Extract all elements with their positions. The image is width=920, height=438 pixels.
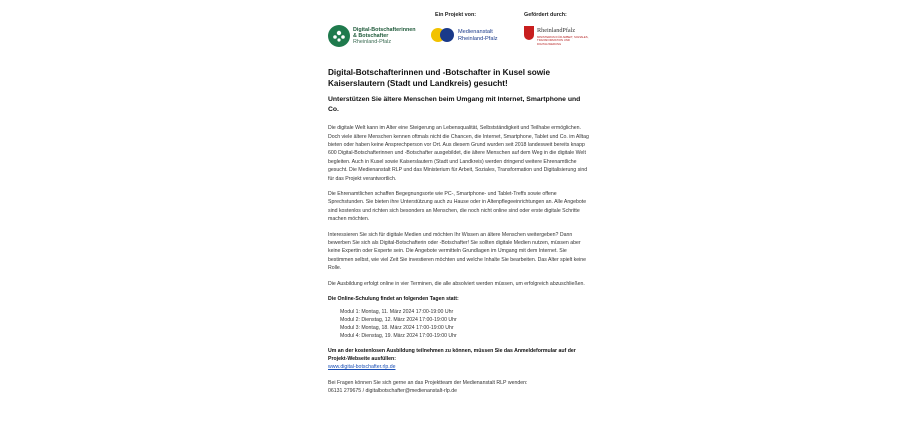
paragraph-offers: Die Ehrenamtlichen schaffen Begegnungsorte wie PC-, Smartphone- und Tablet-Treffs sowie offene Sprechstunden. Sie bieten ihre Unterstützung auch zu Hause oder in Altenpflegeeinrichtungen an. Alle Angebote sind kostenlos und richten sich besonders an Menschen, die noch nicht online sind oder erste digitale Schritte machen möchten. bbox=[328, 191, 587, 223]
paragraph-intro: Die digitale Welt kann im Alter eine Steigerung an Lebensqualität, Selbstständigkeit und Teilhabe ermöglichen. Doch viele ältere Menschen kennen oftmals nicht die Chancen, die Internet, Smartphone, Tablet und Co. im Alltag bieten oder haben keine Ansprechperson vor Ort. Aus diesem Grund wurden seit 2018 landesweit bereits knapp 600 Digital-Botschafterinnen und -Botschafter ausgebildet, die ältere Menschen auf dem Weg in die digitale Welt begleiten. Auch in Kusel sowie Kaiserslautern (Stadt und Landkreis) werden dringend weitere Ehrenamtliche gesucht. Die Medienanstalt RLP und das Ministerium für Arbeit, Soziales, Transformation und Digitalisierung sind für das Projekt verantwortlich. bbox=[328, 125, 589, 182]
funded-label: Gefördert durch: bbox=[524, 12, 567, 18]
digital-botschafter-emblem-icon bbox=[328, 25, 350, 47]
digital-botschafter-logo bbox=[328, 25, 428, 49]
rlp-wordmark: RheinlandPfalz bbox=[537, 27, 576, 34]
dbs-logo-line1: Digital-Botschafterinnen bbox=[353, 27, 416, 33]
schedule-heading: Die Online-Schulung findet an folgenden Tagen statt: bbox=[328, 296, 459, 303]
ma-logo-line2: Rheinland-Pfalz bbox=[458, 35, 498, 42]
rlp-crest-icon bbox=[524, 26, 534, 40]
article-subtitle: Unterstützen Sie ältere Menschen beim Umgang mit Internet, Smartphone und Co. bbox=[328, 96, 581, 113]
module-item: Modul 1: Montag, 11. März 2024 17:00-19:00 Uhr bbox=[340, 308, 454, 315]
project-label: Ein Projekt von: bbox=[435, 12, 477, 18]
registration-text: Um an der kostenlosen Ausbildung teilnehmen zu können, müssen Sie das Anmeldeformular auf der Projekt-Webseite ausfüllen: bbox=[328, 347, 576, 362]
dbs-logo-line3: Rheinland-Pfalz bbox=[353, 39, 392, 45]
medienanstalt-wordmark bbox=[458, 29, 498, 42]
project-website-link[interactable]: www.digital-botschafter.rlp.de bbox=[328, 364, 396, 371]
rlp-ministry-text: MINISTERIUM FÜR ARBEIT, SOZIALES, TRANSFORMATION UND DIGITALISIERUNG bbox=[537, 35, 589, 46]
module-item: Modul 3: Montag, 18. März 2024 17:00-19:00 Uhr bbox=[340, 324, 454, 331]
digital-botschafter-wordmark bbox=[353, 27, 416, 45]
article-title: Digital-Botschafterinnen und -Botschafter in Kusel sowie Kaiserslautern (Stadt und Landkreis) gesucht! bbox=[328, 68, 550, 88]
paragraph-training: Die Ausbildung erfolgt online in vier Terminen, die alle absolviert werden müssen, um erfolgreich abzuschließen. bbox=[328, 280, 585, 287]
ma-logo-line1: Medienanstalt bbox=[458, 29, 493, 35]
rheinland-pfalz-logo bbox=[524, 26, 590, 52]
contact-text: Bei Fragen können Sie sich gerne an das Projektteam der Medienanstalt RLP wenden: bbox=[328, 379, 528, 386]
contact-details: 06131 279675 / digitalbotschafter@medienanstalt-rlp.de bbox=[328, 388, 457, 395]
medienanstalt-blue-circle-icon bbox=[440, 28, 454, 42]
logo-header bbox=[328, 0, 592, 60]
paragraph-apply: Interessieren Sie sich für digitale Medien und möchten Ihr Wissen an ältere Menschen weitergeben? Dann bewerben Sie sich als Digital-Botschafterin oder -Botschafter! Sie sollten digitale Medien nutzen, müssen aber keine Expertin oder Experte sein. Die Angebote vermitteln Grundlagen im Umgang mit dem Internet. Sie bestimmen selbst, wie viel Zeit Sie investieren möchten und welche Inhalte Sie bearbeiten. Das Alter spielt keine Rolle. bbox=[328, 231, 587, 272]
module-list bbox=[340, 308, 592, 340]
medienanstalt-logo bbox=[431, 26, 513, 46]
dbs-logo-line2: & Botschafter bbox=[353, 33, 389, 39]
article-body bbox=[328, 67, 592, 403]
module-item: Modul 4: Dienstag, 19. März 2024 17:00-19:00 Uhr bbox=[340, 332, 457, 339]
module-item: Modul 2: Dienstag, 12. März 2024 17:00-19:00 Uhr bbox=[340, 316, 457, 323]
